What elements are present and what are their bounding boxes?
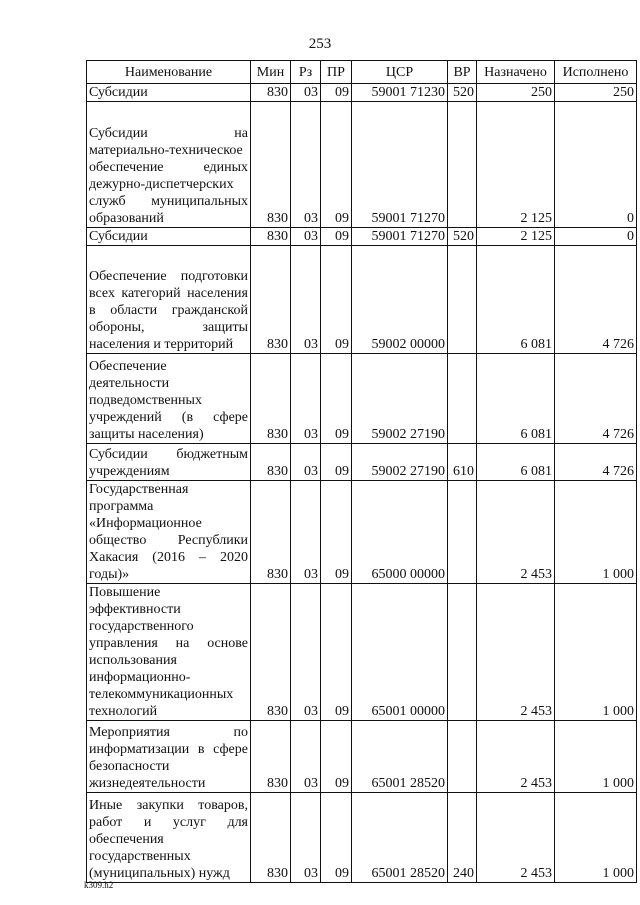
row-executed: 4 726 bbox=[555, 246, 637, 354]
row-min: 830 bbox=[251, 721, 291, 793]
row-name: Субсидии бюджетным учреждениям bbox=[87, 444, 251, 481]
header-executed: Исполнено bbox=[555, 61, 637, 84]
header-name: Наименование bbox=[87, 61, 251, 84]
row-rz: 03 bbox=[291, 228, 321, 246]
row-rz: 03 bbox=[291, 84, 321, 102]
row-name: Государственная программа «Информационное общество Республики Хакасия (2016 – 2020 годы)» bbox=[87, 481, 251, 584]
row-min: 830 bbox=[251, 228, 291, 246]
row-min: 830 bbox=[251, 354, 291, 444]
row-vr bbox=[448, 246, 477, 354]
row-name: Повышение эффективности государственного управления на основе использования информационно-телекоммуникационных технологий bbox=[87, 584, 251, 721]
table-row bbox=[87, 481, 637, 584]
row-assigned: 6 081 bbox=[477, 246, 555, 354]
row-csr: 59002 27190 bbox=[352, 354, 448, 444]
row-pr: 09 bbox=[321, 102, 352, 228]
row-assigned: 2 453 bbox=[477, 584, 555, 721]
table-row bbox=[87, 354, 637, 444]
row-executed: 4 726 bbox=[555, 444, 637, 481]
row-executed: 1 000 bbox=[555, 481, 637, 584]
row-csr: 59001 71270 bbox=[352, 102, 448, 228]
row-vr bbox=[448, 721, 477, 793]
row-executed: 1 000 bbox=[555, 793, 637, 883]
row-assigned: 2 125 bbox=[477, 228, 555, 246]
row-rz: 03 bbox=[291, 102, 321, 228]
row-rz: 03 bbox=[291, 584, 321, 721]
row-vr bbox=[448, 102, 477, 228]
table-row bbox=[87, 228, 637, 246]
row-vr bbox=[448, 354, 477, 444]
row-name: Мероприятия по информатизации в сфере безопасности жизнедеятельности bbox=[87, 721, 251, 793]
row-pr: 09 bbox=[321, 246, 352, 354]
row-executed: 0 bbox=[555, 102, 637, 228]
row-pr: 09 bbox=[321, 584, 352, 721]
row-csr: 65000 00000 bbox=[352, 481, 448, 584]
row-assigned: 2 453 bbox=[477, 481, 555, 584]
footer-code: k309.h2 bbox=[84, 880, 114, 890]
header-assigned: Назначено bbox=[477, 61, 555, 84]
row-csr: 59002 00000 bbox=[352, 246, 448, 354]
row-rz: 03 bbox=[291, 354, 321, 444]
row-pr: 09 bbox=[321, 84, 352, 102]
row-name: Обеспечение деятельности подведомственных учреждений (в сфере защиты населения) bbox=[87, 354, 251, 444]
row-executed: 1 000 bbox=[555, 721, 637, 793]
row-executed: 250 bbox=[555, 84, 637, 102]
row-assigned: 2 453 bbox=[477, 721, 555, 793]
row-min: 830 bbox=[251, 84, 291, 102]
table-row bbox=[87, 721, 637, 793]
row-rz: 03 bbox=[291, 246, 321, 354]
row-executed: 0 bbox=[555, 228, 637, 246]
row-rz: 03 bbox=[291, 721, 321, 793]
row-vr: 520 bbox=[448, 84, 477, 102]
row-min: 830 bbox=[251, 584, 291, 721]
row-assigned: 6 081 bbox=[477, 444, 555, 481]
header-vr: ВР bbox=[448, 61, 477, 84]
row-vr bbox=[448, 481, 477, 584]
row-min: 830 bbox=[251, 481, 291, 584]
row-csr: 65001 28520 bbox=[352, 793, 448, 883]
header-min: Мин bbox=[251, 61, 291, 84]
row-pr: 09 bbox=[321, 721, 352, 793]
table-header-row bbox=[87, 61, 637, 84]
row-pr: 09 bbox=[321, 481, 352, 584]
row-rz: 03 bbox=[291, 793, 321, 883]
budget-table bbox=[86, 60, 637, 883]
table-row bbox=[87, 102, 637, 228]
row-vr: 610 bbox=[448, 444, 477, 481]
row-pr: 09 bbox=[321, 228, 352, 246]
row-csr: 59001 71270 bbox=[352, 228, 448, 246]
row-csr: 59001 71230 bbox=[352, 84, 448, 102]
header-rz: Рз bbox=[291, 61, 321, 84]
row-assigned: 250 bbox=[477, 84, 555, 102]
row-assigned: 2 125 bbox=[477, 102, 555, 228]
row-name: Обеспечение подготовки всех категорий населения в области гражданской обороны, защиты населения и территорий bbox=[87, 246, 251, 354]
row-assigned: 2 453 bbox=[477, 793, 555, 883]
row-min: 830 bbox=[251, 444, 291, 481]
row-executed: 1 000 bbox=[555, 584, 637, 721]
row-pr: 09 bbox=[321, 354, 352, 444]
row-executed: 4 726 bbox=[555, 354, 637, 444]
header-pr: ПР bbox=[321, 61, 352, 84]
row-rz: 03 bbox=[291, 481, 321, 584]
row-min: 830 bbox=[251, 793, 291, 883]
row-csr: 59002 27190 bbox=[352, 444, 448, 481]
row-vr: 520 bbox=[448, 228, 477, 246]
table-row bbox=[87, 84, 637, 102]
row-min: 830 bbox=[251, 246, 291, 354]
row-vr: 240 bbox=[448, 793, 477, 883]
row-min: 830 bbox=[251, 102, 291, 228]
row-assigned: 6 081 bbox=[477, 354, 555, 444]
header-csr: ЦСР bbox=[352, 61, 448, 84]
row-name: Иные закупки товаров, работ и услуг для обеспечения государственных (муниципальных) нужд bbox=[87, 793, 251, 883]
row-vr bbox=[448, 584, 477, 721]
table-row bbox=[87, 444, 637, 481]
row-rz: 03 bbox=[291, 444, 321, 481]
row-csr: 65001 28520 bbox=[352, 721, 448, 793]
row-pr: 09 bbox=[321, 793, 352, 883]
row-name: Субсидии bbox=[87, 228, 251, 246]
page-number: 253 bbox=[308, 36, 332, 52]
row-name: Субсидии на материально-техническое обеспечение единых дежурно-диспетчерских служб муниципальных образований bbox=[87, 102, 251, 228]
row-name: Субсидии bbox=[87, 84, 251, 102]
table-row bbox=[87, 584, 637, 721]
table-row bbox=[87, 246, 637, 354]
row-csr: 65001 00000 bbox=[352, 584, 448, 721]
row-pr: 09 bbox=[321, 444, 352, 481]
table-row bbox=[87, 793, 637, 883]
